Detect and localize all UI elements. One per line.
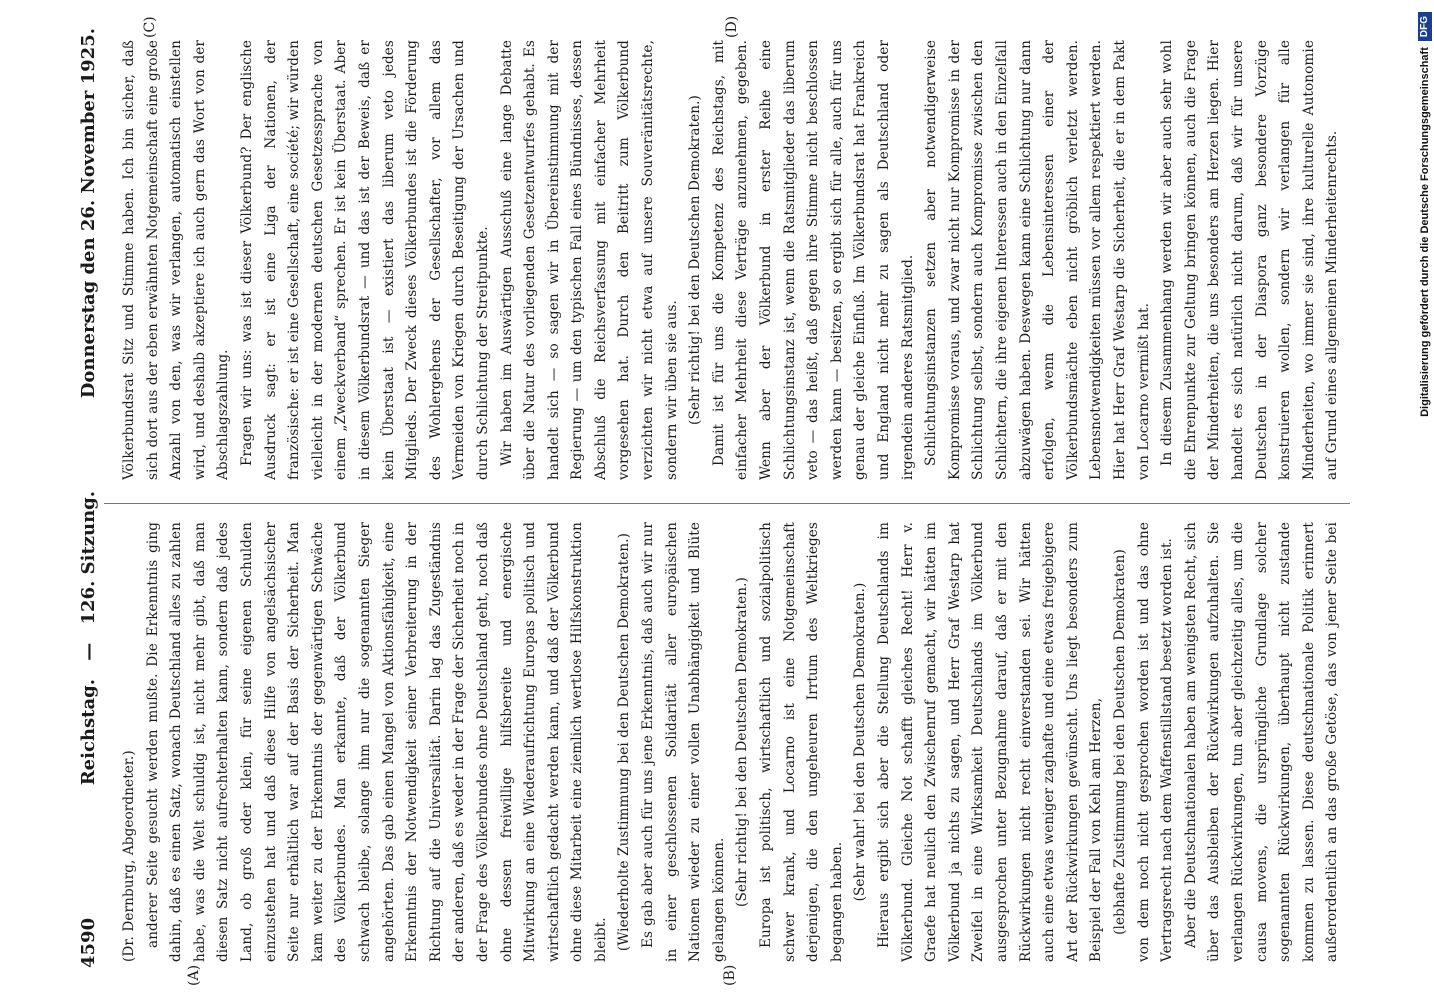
paragraph: Damit ist für uns die Kompetenz des Reichstags, mit einfacher Mehrheit diese Verträge anzunehmen, gegeben. Wenn aber der Völkerbund in erster Reihe eine Schlichtungsinstanz ist, wenn die Ratsmitglieder das liberum veto — das heißt, daß gegen ihre Stimme nicht beschlossen werden kann — besitzen, so ergibt sich für alle, auch für uns genau der gleiche Einfluß. Im Völkerbundsrat hat Frankreich und England nicht mehr zu sagen als Deutschland oder irgendein anderes Ratsmitglied. — [710, 40, 916, 480]
header-date: Donnerstag den 26. November 1925. — [78, 28, 99, 399]
margin-letter-c: (C) — [142, 16, 158, 38]
interjection: (Sehr wahr! bei den Deutschen Demokraten.) — [852, 582, 869, 902]
digitization-text: Digitalisierung gefördert durch die Deutsche Forschungsgemeinschaft — [1419, 47, 1431, 417]
margin-letter-d: (D) — [724, 15, 740, 38]
dfg-logo: DFG — [1418, 12, 1432, 41]
speaker-line: (Dr. Dernburg, Abgeordneter.) — [121, 750, 137, 962]
paragraph: Europa ist politisch, wirtschaftlich und sozialpolitisch schwer krank, und Locarno ist eine Notgemeinschaft derjenigen, die den ungeheuren Irrtum des Weltkrieges begangen haben. — [758, 522, 845, 962]
paragraph: anderer Seite gesucht werden mußte. Die Erkenntnis ging dahin, daß es einen Satz, wonach Deutschland alles zu zahlen habe, was die Welt schuldig ist, nicht mehr gibt, daß man diesen Satz nicht aufrechterhalten kann, sondern daß jedes Land, ob groß oder klein, für seine eigenen Schulden einzustehen hat und daß diese Hilfe von angelsächsischer Seite nur erhältlich war auf der Basis der Sicherheit. Man kam weiter zu der Erkenntnis der gegenwärtigen Schwäche des Völkerbundes. Man erkannte, daß der Völkerbund schwach bleibe, solange ihm nur die sogenannten Sieger angehörten. Das gab einen Mangel von Aktionsfähigkeit, eine Erkenntnis der Notwendigkeit seiner Verbreiterung in der Richtung auf die Universalität. Darin lag das Zugeständnis der anderen, daß es weder in der Frage der Sicherheit noch in der Frage des Völkerbundes ohne Deutschland geht, noch daß ohne dessen freiwillige hilfsbereite und energische Mitwirkung an eine Wiederaufrichtung Europas politisch und wirtschaftlich gedacht werden kann, und daß der Völkerbund ohne diese Mitarbeit eine ziemlich wertlose Hilfskonstruktion bleibt. — [144, 522, 609, 962]
margin-letter-a: (A) — [186, 964, 202, 986]
left-column — [118, 522, 1348, 962]
interjection — [1345, 40, 1348, 480]
paragraph: Hieraus ergibt sich aber die Stellung Deutschlands im Völkerbund. Gleiche Not schafft gleiches Recht! Herr v. Graefe hat neulich den Zwischenruf gemacht, wir hätten im Völkerbund ja nichts zu sagen, und Herr Graf Westarp hat Zweifel in eine Wirksamkeit Deutschlands im Völkerbund ausgesprochen unter Bezugnahme darauf, daß er mit den Rückwirkungen nicht recht einverstanden sei. Wir hätten auch eine etwas weniger zaghafte und eine etwas freigebigere Art der Rückwirkungen gewünscht. Uns liegt besonders zum Beispiel der Fall von Kehl am Herzen, — [876, 522, 1105, 962]
right-column — [118, 40, 1348, 480]
header-dash: — — [78, 642, 99, 661]
digitization-stamp — [1416, 0, 1434, 1000]
paragraph: Schlichtungsinstanzen setzen aber notwendigerweise Kompromisse voraus, und zwar nicht nur Kompromisse in der Schlichtung selbst, sondern auch Kompromisse zwischen den Schlichtern, die ihre eigenen Interessen auch in den Einzelfall abzuwägen haben. Deswegen kann eine Schlichtung nur dann erfolgen, wenn die Lebensinteressen einer der Völkerbundsmächte eben nicht gröblich verletzt werden. Lebensnotwendigkeiten müssen vor allem respektiert werden. Hier hat Herr Graf Westarp die Sicherheit, die er in dem Pakt von Locarno vermißt hat. — [923, 40, 1152, 480]
page-header — [78, 28, 108, 968]
header-session: 126. Sitzung. — [78, 490, 99, 625]
paragraph: Wir haben im Auswärtigen Ausschuß eine lange Debatte über die Natur des vorliegenden Gesetzentwurfes gehabt. Es handelt sich — so sagen wir in Übereinstimmung mit der Regierung — um den typischen Fall eines Bündnisses, dessen Abschluß die Reichsverfassung mit einfacher Mehrheit vorgesehen hat. Durch den Beitritt zum Völkerbund verzichten wir nicht etwa auf unsere Souveränitätsrechte, sondern wir üben sie aus. — [498, 40, 680, 480]
column-divider — [104, 503, 1350, 504]
page-number: 4590 — [78, 917, 99, 968]
digitization-note — [1416, 0, 1434, 1000]
paragraph: von dem noch nicht gesprochen worden ist und das ohne Vertragsrecht nach dem Waffenstillstand besetzt worden ist. — [1135, 522, 1176, 962]
paragraph: Aber die Deutschnationalen haben am wenigsten Recht, sich über das Ausbleiben der Rückwirkungen aufzuhalten. Sie verlangen Rückwirkungen, tun aber gleichzeitig alles, um die causa movens, die ursprüngliche Grundlage solcher sogenannten Rückwirkungen, überhaupt nicht zustande kommen zu lassen. Diese deutschnationale Politik erinnert außerordentlich an das große Getöse, das von jener Seite bei — [1182, 522, 1341, 962]
paragraph: In diesem Zusammenhang werden wir aber auch sehr wohl die Ehrenpunkte zur Geltung bringen können, auch die Frage der Minderheiten, die uns besonders am Herzen liegen. Hier handelt es sich natürlich nicht darum, daß wir für unsere Deutschen in der Diaspora ganz besondere Vorzüge konstruieren wollen, sondern wir verlangen für alle Minderheiten, wo immer sie sind, ihre kulturelle Autonomie auf Grund eines allgemeinen Minderheitenrechts. — [1159, 40, 1341, 480]
interjection: (Wiederholte Zustimmung bei den Deutschen Demokraten.) — [616, 532, 633, 952]
header-center — [78, 398, 99, 878]
interjection: (Sehr richtig! bei den Deutschen Demokraten.) — [687, 95, 704, 425]
margin-letter-b: (B) — [722, 964, 738, 986]
paragraph: Es gab aber auch für uns jene Erkenntnis, daß auch wir nur in einer geschlossenen Solidarität aller europäischen Nationen wieder zu einer vollen Unabhängigkeit und Blüte gelangen können. — [640, 522, 727, 962]
paragraph: Völkerbundsrat Sitz und Stimme haben. Ich bin sicher, daß sich dort aus der eben erwähnten Notgemeinschaft eine große Anzahl von den, was wir verlangen, automatisch einstellen wird, und deshalb akzeptiere ich auch gern das Wort von der Abschlagszahlung. — [121, 40, 232, 480]
paragraph: Fragen wir uns: was ist dieser Völkerbund? Der englische Ausdruck sagt: er ist eine Liga der Nationen, der französische: er ist eine Gesellschaft, eine société; wir würden vielleicht in der modernen deutschen Gesetzessprache von einem „Zweckverband“ sprechen. Er ist kein Überstaat. Aber in diesem Völkerbundsrat — und das ist der Beweis, daß er kein Überstaat ist — existiert das liberum veto jedes Mitglieds. Der Zweck dieses Völkerbundes ist die Förderung des Wohlergehens der Gesellschafter, vor allem das Vermeiden von Kriegen durch Beseitigung der Ursachen und durch Schlichtung der Streitpunkte. — [238, 40, 491, 480]
header-chamber: Reichstag. — [78, 679, 99, 786]
interjection: (lebhafte Zustimmung bei den Deutschen Demokraten) — [1111, 549, 1128, 935]
interjection: (Sehr richtig! bei den Deutschen Demokraten.) — [734, 577, 751, 907]
